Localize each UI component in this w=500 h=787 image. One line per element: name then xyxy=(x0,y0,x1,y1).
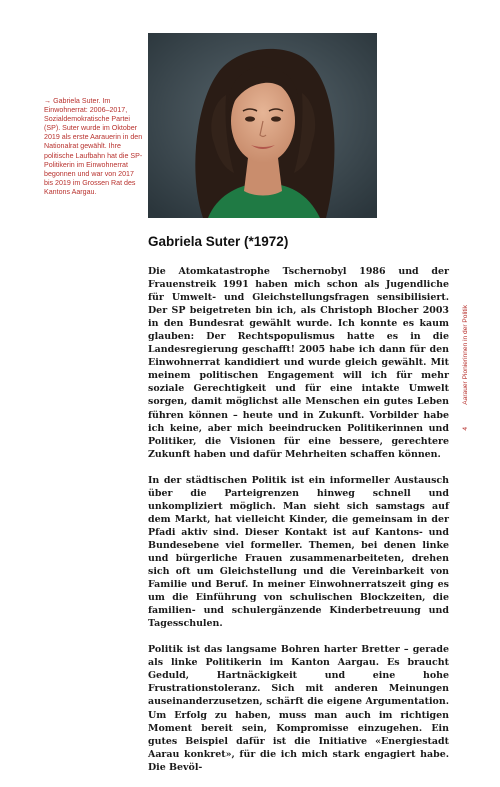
running-header xyxy=(458,305,472,475)
portrait-photo xyxy=(148,33,377,218)
paragraph: In der städtischen Politik ist ein informeller Austausch über die Parteigrenzen hinweg schnell und unkompliziert möglich. Man sieht sich samstags auf dem Markt, hat vielleicht Kinder, die gemeinsam in der Pfadi aktiv sind. Dieser Kontakt ist auf Kantons- und Bundesebene viel formeller. Themen, bei denen linke und bürgerliche Frauen zusammenarbeiteten, drehen sich oft um Gleichstellung und die Vereinbarkeit von Familie und Beruf. In meiner Einwohnerratszeit ging es um die Einführung von schulischen Blockzeiten, die familien- und schulergänzende Kinderbetreuung und Tagesschulen. xyxy=(148,474,449,630)
article-body xyxy=(148,265,449,787)
page-number: 4 xyxy=(461,426,469,431)
photo-caption: → Gabriela Suter. Im Einwohnerrat: 2006–2017, Sozialdemokratische Partei (SP). Suter wurde im Oktober 2019 als erste Aarauerin in den Nationalrat gewählt. Ihre politische Laufbahn hat die SP-Politikerin im Einwohnerrat begonnen und war von 2017 bis 2019 im Grossen Rat des Kantons Aargau. xyxy=(44,97,143,196)
page-title: Gabriela Suter (*1972) xyxy=(148,234,289,249)
paragraph: Die Atomkatastrophe Tschernobyl 1986 und der Frauenstreik 1991 haben mich schon als Jugendliche für Umwelt- und Gleichstellungsfragen sensibilisiert. Der SP beigetreten bin ich, als Christoph Blocher 2003 in den Bundesrat gewählt wurde. Ich konnte es kaum glauben: Der Rechtspopulismus hatte es in die Landesregierung geschafft! 2005 habe ich dann für den Einwohnerrat kandidiert und wurde gleich gewählt. Mit meinem politischen Engagement will ich für mehr soziale Gerechtigkeit und für eine intakte Umwelt sorgen, damit möglichst alle Menschen ein gutes Leben führen können – heute und in Zukunft. Vorbilder habe ich keine, aber mich beeindrucken Politikerinnen und Politiker, die Visionen für eine bessere, gerechtere Zukunft haben und dafür Mehrheiten schaffen können. xyxy=(148,266,449,460)
paragraph: Politik ist das langsame Bohren harter Bretter – gerade als linke Politikerin im Kanton Aargau. Es braucht Geduld, Hartnäckigkeit und eine hohe Frustrationstoleranz. Sich mit anderen Meinungen auseinanderzusetzen, schärft die eigene Argumentation. Um Erfolg zu haben, muss man auch im richtigen Moment bereit sein, Kompromisse einzugehen. Ein gutes Beispiel dafür ist die Initiative «Energiestadt Aarau konkret», für die ich mich stark engagiert habe. Die Bevöl- xyxy=(148,644,449,773)
side-label: Aarauer Pionierinnen in der Politik xyxy=(461,305,469,405)
